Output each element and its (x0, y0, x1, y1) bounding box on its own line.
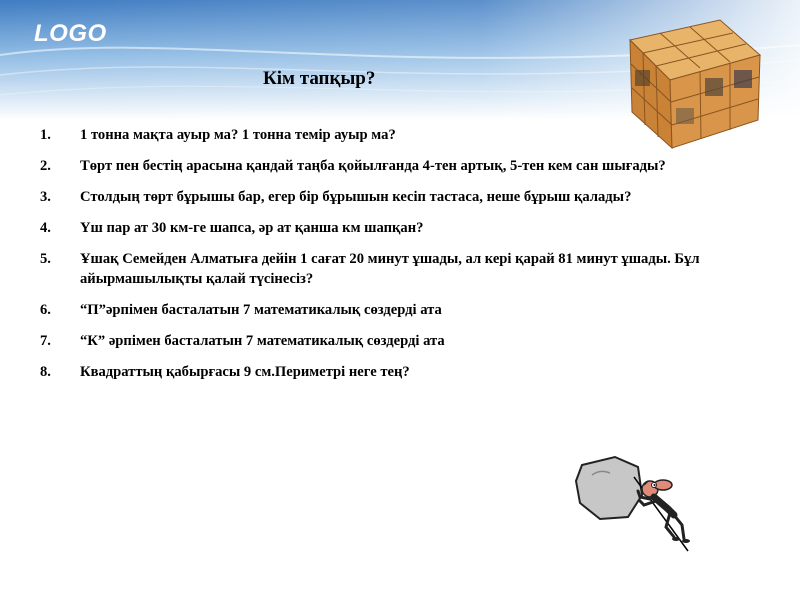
logo: LOGO (34, 20, 107, 47)
list-item (40, 125, 740, 145)
question-text: 1 тонна мақта ауыр ма? 1 тонна темір ауыр ма? (80, 127, 396, 143)
question-text: “П”әрпімен басталатын 7 математикалық сөздерді ата (80, 302, 442, 318)
question-number: 5. (40, 251, 51, 267)
question-list (40, 125, 740, 393)
list-item (40, 187, 740, 207)
question-text: Төрт пен бестің арасына қандай таңба қойылғанда 4-тен артық, 5-тен кем сан шығады? (80, 158, 666, 174)
question-text: Үш пар ат 30 км-ге шапса, әр ат қанша км шапқан? (80, 220, 424, 236)
man-pushing-rock-icon (570, 455, 700, 555)
question-text: Столдың төрт бұрышы бар, егер бір бұрышын кесіп тастаса, неше бұрыш қалады? (80, 189, 632, 205)
question-number: 1. (40, 127, 51, 143)
question-number: 6. (40, 302, 51, 318)
question-number: 8. (40, 364, 51, 380)
list-item (40, 249, 740, 289)
question-text: “К” әрпімен басталатын 7 математикалық сөздерді ата (80, 333, 445, 349)
question-number: 3. (40, 189, 51, 205)
question-number: 2. (40, 158, 51, 174)
question-number: 4. (40, 220, 51, 236)
question-text: Ұшақ Семейден Алматыға дейін 1 сағат 20 минут ұшады, ал кері қарай 81 минут ұшады. Бұл айырмашылықты қалай түсінесіз? (80, 251, 700, 287)
list-item (40, 218, 740, 238)
page-title: Кім тапқыр? (263, 68, 376, 89)
list-item (40, 362, 740, 382)
question-number: 7. (40, 333, 51, 349)
list-item (40, 331, 740, 351)
question-text: Квадраттың қабырғасы 9 см.Периметрі неге тең? (80, 364, 410, 380)
list-item (40, 300, 740, 320)
list-item (40, 156, 740, 176)
